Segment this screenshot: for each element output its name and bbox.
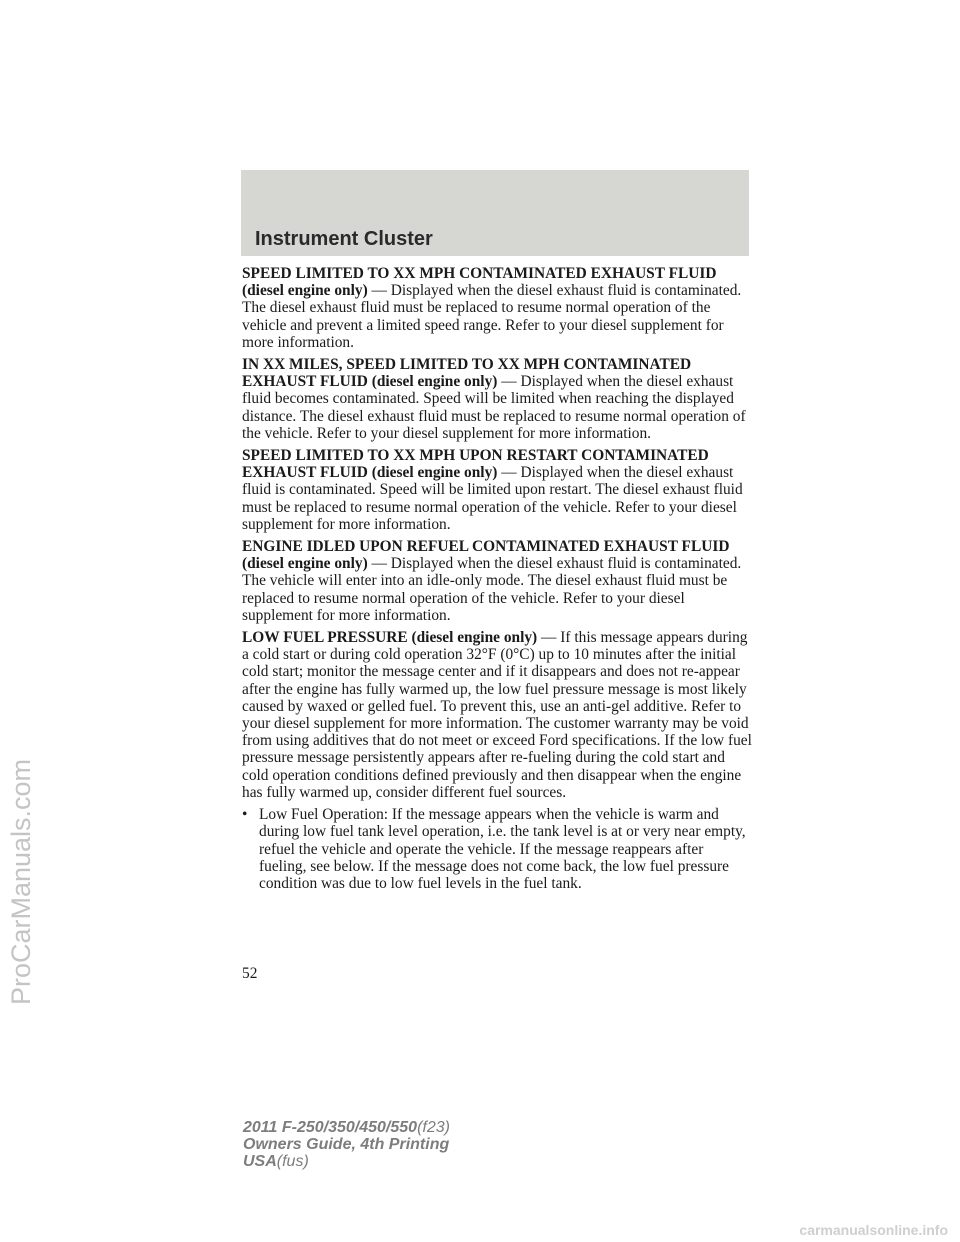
footer-market-code: (fus) [276,1153,309,1170]
message-entry [242,356,752,442]
bullet-marker: • [242,806,248,824]
message-heading: SPEED LIMITED TO XX MPH CONTAMINATED EXHAUST FLUID (diesel engine only) [242,265,717,300]
message-entry [242,447,752,533]
message-heading: LOW FUEL PRESSURE (diesel engine only) [242,629,538,647]
message-entry [242,538,752,624]
message-description: — Displayed when the diesel exhaust fluid is contaminated. Speed will be limited upon restart. The diesel exhaust fluid must be replaced to resume normal operation of the vehicle. Refer to your diesel supplement for more information. [242,464,743,533]
footer-model-code: (f23) [417,1119,450,1136]
footer-line-market [243,1153,450,1170]
bullet-text: Low Fuel Operation: If the message appears when the vehicle is warm and during low fuel tank level operation, i.e. the tank level is at or very near empty, refuel the vehicle and operate the vehicle. If the message reappears after fueling, see below. If the message does not come back, the low fuel pressure condition was due to low fuel levels in the fuel tank. [259,806,746,892]
message-description: — Displayed when the diesel exhaust fluid is contaminated. The diesel exhaust fluid must be replaced to resume normal operation of the vehicle and prevent a limited speed range. Refer to your diesel supplement for more information. [242,282,742,351]
document-footer [243,1119,450,1170]
message-heading: IN XX MILES, SPEED LIMITED TO XX MPH CONTAMINATED EXHAUST FLUID (diesel engine only) [242,356,692,391]
section-header-band [241,170,749,256]
message-description: — If this message appears during a cold start or during cold operation 32°F (0°C) up to 10 minutes after the initial cold start; monitor the message center and if it disappears and does not re-appear after the engine has fully warmed up, the low fuel pressure message is most likely caused by waxed or gelled fuel. To prevent this, use an anti-gel additive. Refer to your diesel supplement for more information. The customer warranty may be void from using additives that do not meet or exceed Ford specifications. If the low fuel pressure message persistently appears after re-fueling during the cold start and cold operation conditions defined previously and then disappear when the engine has fully warmed up, consider different fuel sources. [242,629,752,801]
page-number: 52 [242,965,258,982]
site-watermark: carmanualsonline.info [799,1222,948,1238]
footer-line-model [243,1119,450,1136]
section-title: Instrument Cluster [255,228,433,250]
message-entry [242,629,752,801]
bullet-item [242,806,752,892]
message-description: — Displayed when the diesel exhaust fluid becomes contaminated. Speed will be limited when reaching the displayed distance. The diesel exhaust fluid must be replaced to resume normal operation of the vehicle. Refer to your diesel supplement for more information. [242,373,746,442]
footer-market: USA [243,1153,277,1170]
message-heading: ENGINE IDLED UPON REFUEL CONTAMINATED EXHAUST FLUID (diesel engine only) [242,538,730,573]
message-entry [242,265,752,351]
page-content [242,265,752,897]
message-description: — Displayed when the diesel exhaust fluid is contaminated. The vehicle will enter into an idle-only mode. The diesel exhaust fluid must be replaced to resume normal operation of the vehicle. Refer to your diesel supplement for more information. [242,555,742,624]
message-heading: SPEED LIMITED TO XX MPH UPON RESTART CONTAMINATED EXHAUST FLUID (diesel engine only) [242,447,709,482]
footer-model: 2011 F-250/350/450/550 [243,1119,418,1136]
footer-line-edition: Owners Guide, 4th Printing [243,1136,450,1153]
side-watermark: ProCarManuals.com [6,758,36,1006]
